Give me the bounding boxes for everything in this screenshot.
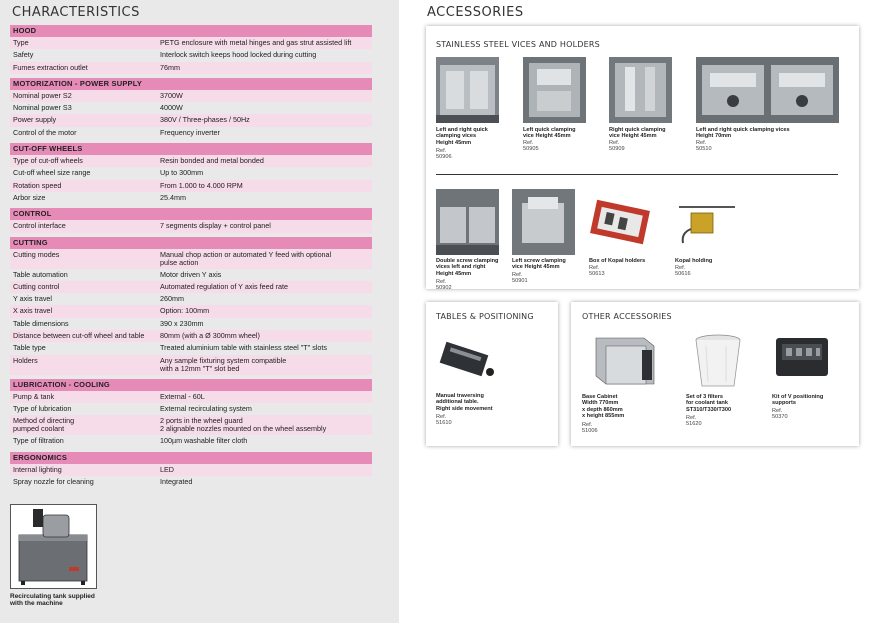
spec-value: LED [160, 464, 174, 474]
spec-value: Manual chop action or automated Y feed with optional pulse action [160, 249, 332, 267]
spec-value: Option: 100mm [160, 306, 210, 316]
spec-label: Control interface [13, 221, 66, 231]
spec-value: 76mm [160, 62, 180, 72]
spec-value: 260mm [160, 294, 184, 304]
spec-value: Integrated [160, 476, 193, 486]
spec-section-heading: MOTORIZATION - POWER SUPPLY [10, 78, 372, 90]
spec-label: X axis travel [13, 306, 53, 316]
spec-section [10, 78, 372, 139]
spec-section [10, 379, 372, 448]
spec-value: 380V / Three-phases / 50Hz [160, 115, 250, 125]
spec-row [10, 114, 372, 126]
spec-label: Table type [13, 343, 46, 353]
spec-label: Fumes extraction outlet [13, 62, 88, 72]
spec-value: Treated aluminium table with stainless steel "T" slots [160, 343, 328, 353]
tables-card-title: TABLES & POSITIONING [436, 312, 534, 321]
spec-row [10, 180, 372, 192]
spec-table [10, 24, 372, 489]
spec-label: Type of cut-off wheels [13, 156, 83, 166]
v-supports-kit-photo [772, 332, 832, 390]
spec-row [10, 37, 372, 49]
spec-section-heading: ERGONOMICS [10, 452, 372, 464]
spec-value: 7 segments display + control panel [160, 221, 271, 231]
spec-label: Type of lubrication [13, 403, 72, 413]
spec-value: Any sample fixturing system compatible with a 12mm "T" slot bed [160, 355, 287, 373]
spec-row [10, 62, 372, 74]
spec-value: 3700W [160, 90, 183, 100]
spec-row [10, 464, 372, 476]
spec-row [10, 220, 372, 232]
spec-value: 25.4mm [160, 192, 186, 202]
spec-row [10, 342, 372, 354]
coolant-filters-photo [686, 332, 746, 390]
tank-caption: Recirculating tank supplied with the machine [10, 593, 95, 607]
spec-value: 4000W [160, 103, 183, 113]
vices-card-title: STAINLESS STEEL VICES AND HOLDERS [436, 40, 600, 49]
spec-value: Frequency inverter [160, 127, 220, 137]
spec-value: Motor driven Y axis [160, 269, 222, 279]
vice-photo [436, 189, 499, 255]
spec-value: 100µm washable filter cloth [160, 436, 248, 446]
spec-label: Rotation speed [13, 180, 62, 190]
spec-value: External recirculating system [160, 403, 252, 413]
spec-label: Distance between cut-off wheel and table [13, 331, 145, 341]
spec-section [10, 25, 372, 74]
vices-divider [436, 174, 838, 175]
spec-label: Table automation [13, 269, 68, 279]
spec-row [10, 435, 372, 447]
spec-label: Internal lighting [13, 464, 62, 474]
accessories-title: ACCESSORIES [427, 5, 524, 20]
other-accessories-card-title: OTHER ACCESSORIES [582, 312, 672, 321]
spec-value: 2 ports in the wheel guard 2 alignable nozzles mounted on the wheel assembly [160, 416, 327, 434]
traversing-table-photo [436, 338, 499, 388]
recirculating-tank-image [10, 504, 97, 589]
spec-label: Cut-off wheel size range [13, 168, 91, 178]
spec-section [10, 237, 372, 375]
spec-value: Interlock switch keeps hood locked during cutting [160, 50, 317, 60]
spec-row [10, 415, 372, 435]
spec-label: Method of directing pumped coolant [13, 416, 75, 434]
spec-value: Resin bonded and metal bonded [160, 156, 264, 166]
vice-photo [609, 57, 672, 123]
spec-row [10, 249, 372, 269]
spec-row [10, 391, 372, 403]
spec-row [10, 269, 372, 281]
spec-label: Type [13, 38, 29, 47]
spec-label: Control of the motor [13, 127, 77, 137]
spec-row [10, 90, 372, 102]
spec-section [10, 143, 372, 204]
spec-label: Nominal power S2 [13, 90, 72, 100]
spec-row [10, 102, 372, 114]
spec-row [10, 476, 372, 488]
kopal-holder-photo [675, 189, 738, 255]
spec-section [10, 452, 372, 489]
spec-row [10, 49, 372, 61]
spec-row [10, 355, 372, 375]
spec-section-heading: LUBRICATION - COOLING [10, 379, 372, 391]
spec-value: 80mm (with a Ø 300mm wheel) [160, 331, 260, 341]
vice-photo [436, 57, 499, 123]
characteristics-title: CHARACTERISTICS [12, 5, 140, 20]
spec-label: Type of filtration [13, 436, 64, 446]
spec-section-heading: CUT-OFF WHEELS [10, 143, 372, 155]
spec-section-heading: CONTROL [10, 208, 372, 220]
spec-row [10, 155, 372, 167]
spec-section-heading: HOOD [10, 25, 372, 37]
vice-photo [523, 57, 586, 123]
spec-label: Spray nozzle for cleaning [13, 476, 94, 486]
spec-row [10, 167, 372, 179]
spec-label: Holders [13, 355, 38, 365]
spec-label: Cutting control [13, 281, 60, 291]
spec-row [10, 127, 372, 139]
spec-label: Safety [13, 50, 34, 60]
spec-row [10, 305, 372, 317]
spec-row [10, 293, 372, 305]
spec-row [10, 403, 372, 415]
spec-label: Y axis travel [13, 294, 53, 304]
spec-label: Arbor size [13, 192, 46, 202]
spec-row [10, 318, 372, 330]
spec-label: Cutting modes [13, 249, 60, 259]
spec-label: Pump & tank [13, 391, 55, 401]
spec-section-heading: CUTTING [10, 237, 372, 249]
spec-row [10, 330, 372, 342]
spec-value: 390 x 230mm [160, 318, 204, 328]
base-cabinet-photo [582, 332, 662, 390]
spec-label: Power supply [13, 115, 57, 125]
spec-label: Table dimensions [13, 318, 69, 328]
spec-section [10, 208, 372, 232]
spec-value: Automated regulation of Y axis feed rate [160, 281, 288, 291]
spec-row [10, 192, 372, 204]
vice-photo [696, 57, 839, 123]
spec-row [10, 281, 372, 293]
spec-label: Nominal power S3 [13, 103, 72, 113]
spec-value: Up to 300mm [160, 168, 204, 178]
spec-value: External - 60L [160, 391, 205, 401]
vice-photo [512, 189, 575, 255]
spec-value: PETG enclosure with metal hinges and gas strut assisted lift [160, 38, 352, 47]
spec-value: From 1.000 to 4.000 RPM [160, 180, 243, 190]
kopal-box-photo [589, 189, 652, 255]
